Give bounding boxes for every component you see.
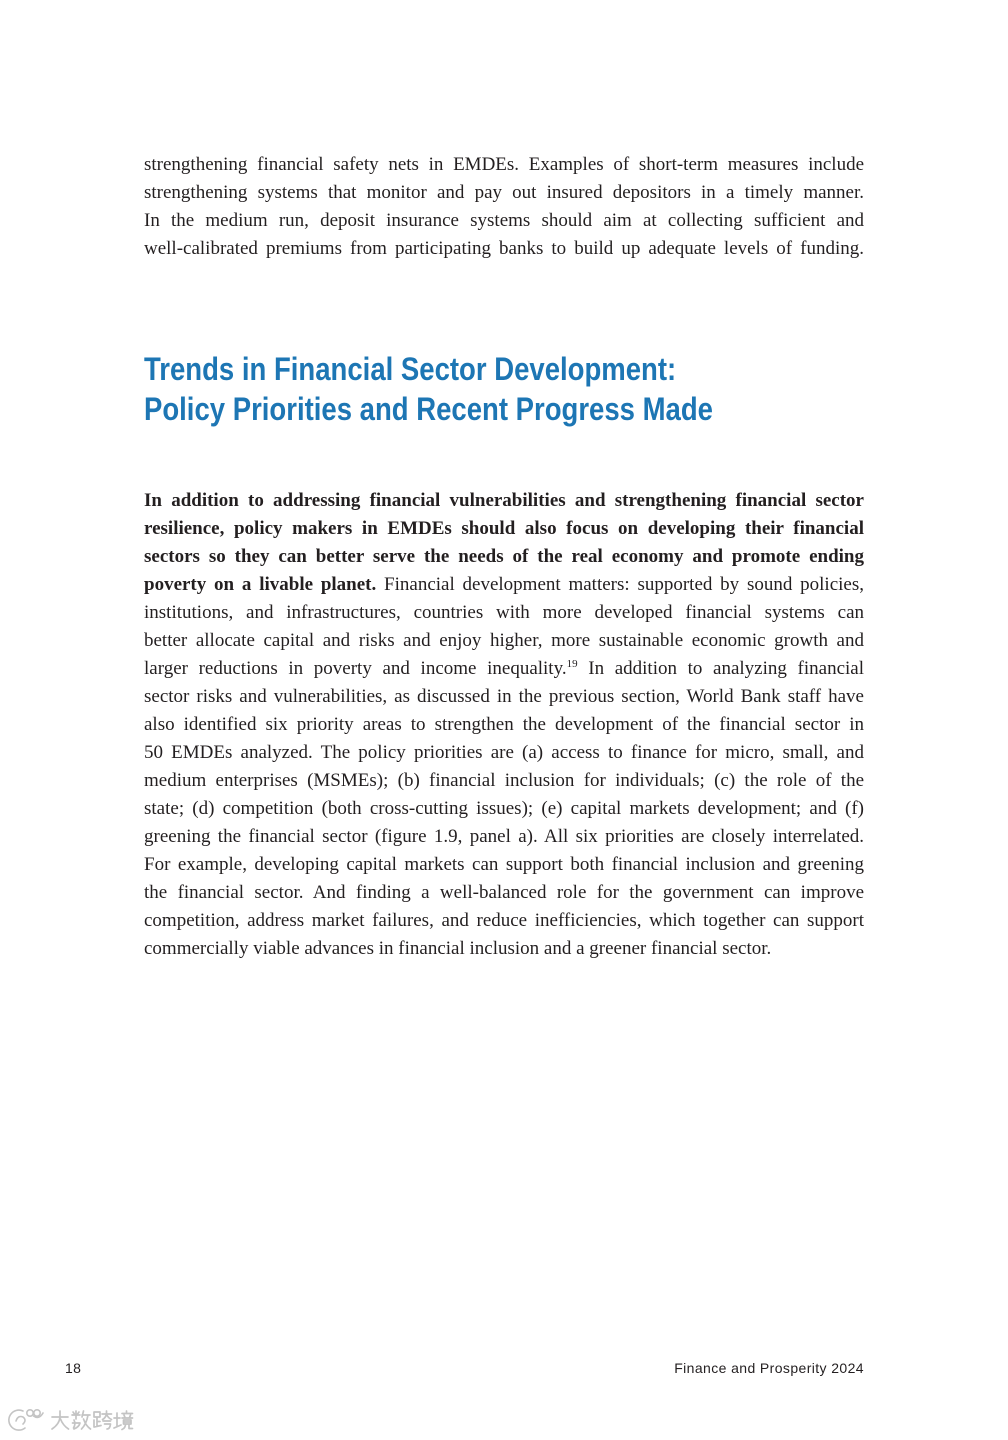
lead-sentence-line: resilience, policy makers in EMDEs should also focus on developing their financial (144, 518, 864, 539)
page-number: 18 (65, 1360, 82, 1376)
text-line: For example, developing capital markets can support both financial inclusion and greening (144, 854, 864, 875)
text-line: well-calibrated premiums from participating banks to build up adequate levels of funding. (144, 238, 864, 259)
footnote-reference: 19 (566, 658, 578, 670)
text-segment: Financial development matters: supported by sound policies, (384, 574, 865, 595)
text-line: institutions, and infrastructures, countries with more developed financial systems can (144, 602, 864, 623)
watermark-logo (6, 1404, 138, 1436)
section-heading (144, 349, 864, 429)
text-line (144, 655, 864, 683)
text-line: the financial sector. And finding a well-balanced role for the government can improve (144, 882, 864, 903)
watermark-glyph (52, 1411, 69, 1429)
text-segment: In addition to analyzing financial (588, 658, 864, 679)
text-line: medium enterprises (MSMEs); (b) financial inclusion for individuals; (c) the role of the (144, 770, 864, 791)
watermark-glyph (94, 1411, 112, 1429)
lead-sentence-end: poverty on a livable planet. (144, 574, 377, 595)
text-line: strengthening systems that monitor and pay out insured depositors in a timely manner. (144, 182, 864, 203)
text-line: competition, address market failures, and reduce inefficiencies, which together can support (144, 910, 864, 931)
text-line: also identified six priority areas to strengthen the development of the financial sector in (144, 714, 864, 735)
watermark-glyph (72, 1411, 91, 1429)
text-line: commercially viable advances in financial inclusion and a greener financial sector. (144, 938, 772, 959)
text-line: strengthening financial safety nets in EMDEs. Examples of short-term measures include (144, 154, 864, 175)
section-heading-line: Trends in Financial Sector Development: (144, 351, 677, 387)
section-heading-line: Policy Priorities and Recent Progress Made (144, 391, 713, 427)
text-segment: larger reductions in poverty and income inequality. (144, 658, 567, 679)
lead-sentence-line: In addition to addressing financial vulnerabilities and strengthening financial sector (144, 490, 864, 511)
text-line: better allocate capital and risks and enjoy higher, more sustainable economic growth and (144, 630, 864, 651)
watermark-graphic (6, 1404, 138, 1436)
running-title: Finance and Prosperity 2024 (674, 1360, 864, 1376)
intro-paragraph (144, 151, 864, 263)
text-line: sector risks and vulnerabilities, as discussed in the previous section, World Bank staff have (144, 686, 864, 707)
text-line: greening the financial sector (figure 1.9, panel a). All six priorities are closely interrelated. (144, 826, 864, 847)
text-line: 50 EMDEs analyzed. The policy priorities are (a) access to finance for micro, small, and (144, 742, 864, 763)
main-paragraph (144, 487, 864, 963)
watermark-glyph (114, 1411, 133, 1430)
text-line: state; (d) competition (both cross-cutting issues); (e) capital markets development; and (f) (144, 798, 864, 819)
swirl-logo-icon (9, 1410, 43, 1430)
text-line (144, 571, 864, 599)
lead-sentence-line: sectors so they can better serve the needs of the real economy and promote ending (144, 546, 864, 567)
watermark-lettering (52, 1411, 133, 1430)
text-line: In the medium run, deposit insurance systems should aim at collecting sufficient and (144, 210, 864, 231)
